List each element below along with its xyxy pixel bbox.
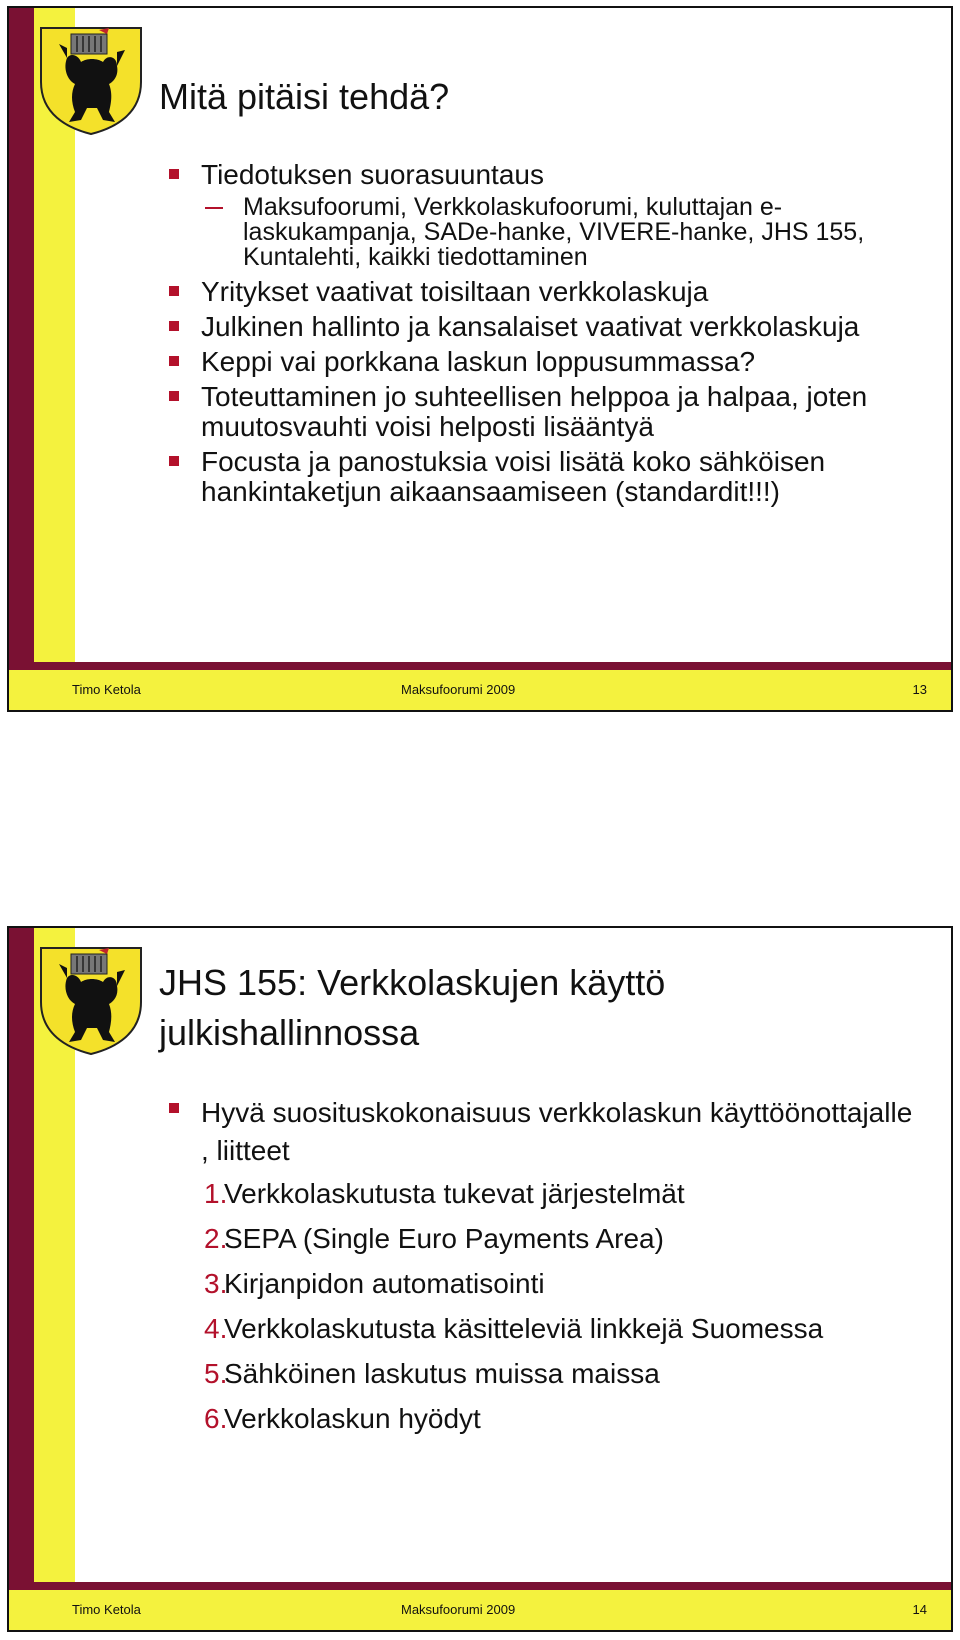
list-item: Hyvä suosituskokonaisuus verkkolaskun käyttöönottajalle , liitteet xyxy=(159,1094,919,1170)
left-maroon-bar xyxy=(9,8,34,710)
footer-divider xyxy=(34,662,951,670)
bullet-square-icon xyxy=(169,1103,179,1113)
slide-title: JHS 155: Verkkolaskujen käyttö julkishallinnossa xyxy=(159,962,666,1053)
numbered-list-container xyxy=(159,1176,919,1436)
footer-author: Timo Ketola xyxy=(72,1602,141,1617)
coat-of-arms-bear-icon xyxy=(37,24,145,136)
numbered-item: 3. Kirjanpidon automatisointi xyxy=(204,1268,545,1299)
numbered-list xyxy=(159,1176,919,1436)
slide-footer xyxy=(9,670,951,710)
list-item: Julkinen hallinto ja kansalaiset vaativat verkkolaskuja xyxy=(159,312,919,342)
bullet-square-icon xyxy=(169,286,179,296)
list-item: Keppi vai porkkana laskun loppusummassa? xyxy=(159,347,919,377)
list-item: Toteuttaminen jo suhteellisen helppoa ja halpaa, joten muutosvauhti voisi helposti lisääntyä xyxy=(159,382,919,442)
footer-event: Maksufoorumi 2009 xyxy=(401,682,516,697)
footer-page-number: 13 xyxy=(912,682,927,697)
numbered-item: 5. Sähköinen laskutus muissa maissa xyxy=(204,1358,660,1389)
slide-title: Mitä pitäisi tehdä? xyxy=(159,76,450,117)
left-maroon-bar xyxy=(9,928,34,1630)
numbered-item: 1. Verkkolaskutusta tukevat järjestelmät xyxy=(204,1178,685,1209)
footer-page-number: 14 xyxy=(912,1602,927,1617)
footer-event: Maksufoorumi 2009 xyxy=(401,1602,516,1617)
list-item: Yritykset vaativat toisiltaan verkkolaskuja xyxy=(159,277,919,307)
list-item: Focusta ja panostuksia voisi lisätä koko sähköisen hankintaketjun aikaansaamiseen (standardit!!!) xyxy=(159,447,919,507)
bullet-square-icon xyxy=(169,169,179,179)
bullet-square-icon xyxy=(169,356,179,366)
slide-footer xyxy=(9,1590,951,1630)
footer-divider xyxy=(34,1582,951,1590)
bullet-square-icon xyxy=(169,321,179,331)
numbered-item: 2. SEPA (Single Euro Payments Area) xyxy=(204,1223,664,1254)
bullet-list xyxy=(159,1094,919,1446)
footer-author: Timo Ketola xyxy=(72,682,141,697)
slide-14 xyxy=(7,926,953,1632)
numbered-item: 6. Verkkolaskun hyödyt xyxy=(204,1403,481,1434)
list-item: Tiedotuksen suorasuuntaus xyxy=(159,160,919,190)
bullet-square-icon xyxy=(169,391,179,401)
bullet-square-icon xyxy=(169,456,179,466)
coat-of-arms-bear-icon xyxy=(37,944,145,1056)
slide-13 xyxy=(7,6,953,712)
numbered-item: 4. Verkkolaskutusta käsitteleviä linkkejä Suomessa xyxy=(204,1313,824,1344)
sub-list-item: Maksufoorumi, Verkkolaskufoorumi, kuluttajan e-laskukampanja, SADe-hanke, VIVERE-hanke, JHS 155, Kuntalehti, kaikki tiedottaminen xyxy=(159,195,919,270)
bullet-list xyxy=(159,160,919,512)
dash-icon xyxy=(205,207,223,209)
